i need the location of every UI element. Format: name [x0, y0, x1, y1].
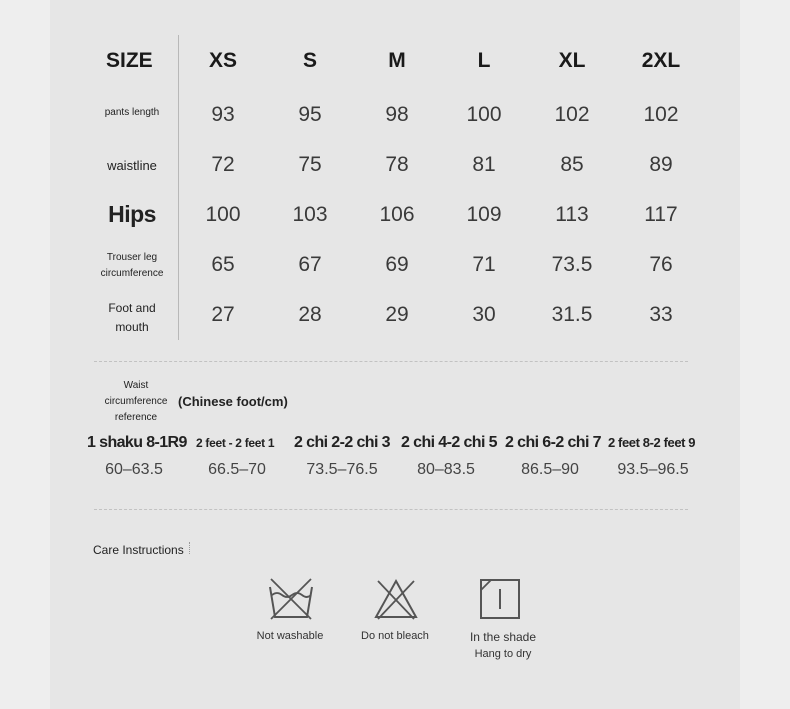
cell-value: 100	[205, 203, 241, 226]
cell-value: 78	[385, 153, 409, 176]
cell-value: 81	[472, 153, 496, 176]
cell-value: 29	[385, 303, 409, 326]
chinese-size: 2 chi 6-2 chi 7	[505, 434, 601, 451]
care-title: Care Instructions	[93, 543, 184, 557]
cell-value: 113	[555, 203, 589, 226]
cell-value: 85	[560, 153, 584, 176]
chinese-size: 2 feet 8-2 feet 9	[608, 435, 696, 450]
size-xl: XL	[558, 49, 586, 72]
row-label-line: mouth	[115, 320, 149, 334]
cm-range: 93.5–96.5	[617, 461, 689, 478]
waist-reference-label	[96, 378, 176, 426]
waist-label-line: reference	[114, 412, 158, 423]
size-m: M	[388, 49, 406, 72]
section-divider	[94, 509, 688, 510]
care-label: Do not bleach	[361, 630, 429, 642]
cell-value: 73.5	[551, 253, 593, 276]
row-label-pants-length: pants length	[104, 107, 160, 118]
row-label-foot-mouth	[92, 299, 172, 337]
cell-value: 33	[649, 303, 673, 326]
cell-value: 76	[649, 253, 673, 276]
care-label-shade	[453, 629, 553, 663]
waist-label-line: Waist	[123, 380, 149, 391]
cell-value: 67	[298, 253, 322, 276]
cell-value: 65	[211, 253, 235, 276]
chinese-size: 2 chi 2-2 chi 3	[294, 434, 390, 451]
cell-value: 103	[292, 203, 328, 226]
cell-value: 93	[211, 103, 235, 126]
shade-dry-icon	[477, 577, 525, 621]
chinese-size: 2 chi 4-2 chi 5	[401, 434, 497, 451]
size-header-label: SIZE	[106, 49, 153, 72]
cell-value: 89	[649, 153, 673, 176]
decorative-mark	[189, 542, 191, 554]
cm-range: 60–63.5	[105, 461, 163, 478]
cell-value: 30	[472, 303, 496, 326]
cell-value: 117	[644, 203, 678, 226]
cell-value: 95	[298, 103, 322, 126]
size-s: S	[302, 49, 317, 72]
cell-value: 31.5	[551, 303, 593, 326]
header-divider	[178, 35, 179, 340]
cell-value: 27	[211, 303, 235, 326]
cm-range: 73.5–76.5	[306, 461, 378, 478]
cell-value: 69	[385, 253, 409, 276]
no-wash-icon	[267, 577, 315, 621]
size-l: L	[477, 49, 491, 72]
row-label-line: Foot and	[108, 301, 156, 315]
row-label-waistline: waistline	[107, 158, 157, 173]
size-2xl: 2XL	[641, 49, 681, 72]
cell-value: 100	[466, 103, 502, 126]
cell-value: 106	[379, 203, 415, 226]
cell-value: 109	[466, 203, 502, 226]
cell-value: 98	[385, 103, 409, 126]
waist-unit-note: (Chinese foot/cm)	[178, 394, 288, 409]
section-divider	[94, 361, 688, 362]
size-xs: XS	[208, 49, 237, 72]
care-label: Not washable	[256, 630, 324, 642]
cell-value: 71	[472, 253, 496, 276]
row-label-line: circumference	[100, 268, 164, 279]
cell-value: 72	[211, 153, 235, 176]
cm-range: 86.5–90	[521, 461, 579, 478]
cell-value: 102	[554, 103, 590, 126]
chinese-size: 2 feet - 2 feet 1	[196, 436, 275, 450]
cm-range: 66.5–70	[208, 461, 266, 478]
cell-value: 102	[643, 103, 679, 126]
care-label-line: Hang to dry	[474, 648, 532, 660]
row-label-hips: Hips	[108, 201, 156, 227]
cell-value: 75	[298, 153, 322, 176]
cell-value: 28	[298, 303, 322, 326]
waist-label-line: circumference	[104, 396, 168, 407]
row-label-line: Trouser leg	[106, 252, 158, 263]
no-bleach-icon	[372, 577, 420, 621]
care-label-line: In the shade	[469, 630, 537, 644]
cm-range: 80–83.5	[417, 461, 475, 478]
chinese-size: 1 shaku 8-1R9	[87, 434, 187, 451]
row-label-trouser-leg	[90, 250, 174, 282]
